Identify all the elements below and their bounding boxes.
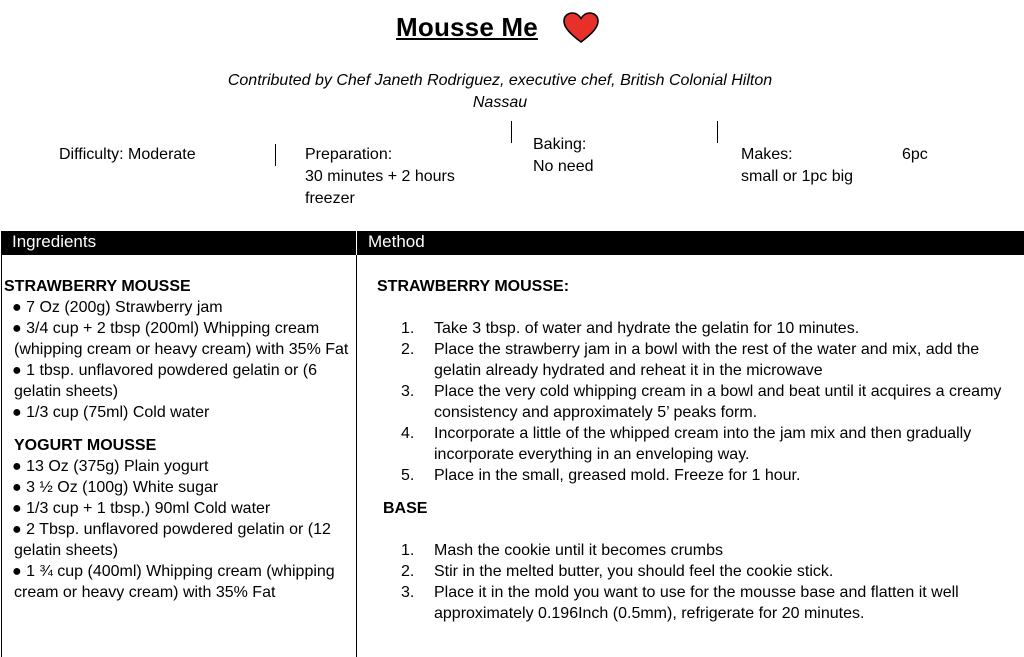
ingredient-item: ● 3 ½ Oz (100g) White sugar [12,479,219,496]
method-step: 2. Place the strawberry jam in a bowl with the rest of the water and mix, add the gelatin already hydrated and reheat it in the microwave [401,341,980,379]
ingredient-item: ● 2 Tbsp. unflavored powdered gelatin or (12 gelatin sheets) [12,521,331,559]
method-step: 3. Place it in the mold you want to use for the mousse base and flatten it well approximately 0.196Inch (0.5mm), refrigerate for 20 minutes. [401,584,959,622]
column-divider [356,231,357,657]
info-divider [511,121,512,143]
method-step: 1. Take 3 tbsp. of water and hydrate the gelatin for 10 minutes. [401,320,860,337]
makes-detail: small or 1pc big [741,168,854,185]
base-steps [377,540,1022,624]
contributor-credit: Contributed by Chef Janeth Rodriguez, executive chef, British Colonial Hilton Nassau [227,72,773,111]
ingredient-item: ● 1 tbsp. unflavored powdered gelatin or (6 gelatin sheets) [12,362,317,400]
ingredient-item: ● 1 ¾ cup (400ml) Whipping cream (whipping cream or heavy cream) with 35% Fat [12,563,335,601]
makes-label: Makes: [741,146,793,163]
ingredient-item: ● 1/3 cup (75ml) Cold water [12,404,210,421]
ingredients-header: Ingredients [12,232,97,251]
makes-info [741,144,853,188]
preparation-label: Preparation: [305,146,393,163]
baking-label: Baking: [533,136,587,153]
ingredient-item: ● 7 Oz (200g) Strawberry jam [12,299,223,316]
preparation-info [305,144,455,210]
method-step: 2. Stir in the melted butter, you should feel the cookie stick. [401,563,834,580]
method-step: 3. Place the very cold whipping cream in a bowl and beat until it acquires a creamy consistency and approximately 5’ peaks form. [401,383,1002,421]
method-header: Method [368,232,425,251]
makes-count: 6pc [902,146,928,163]
ingredient-item: ● 3/4 cup + 2 tbsp (200ml) Whipping cream (whipping cream or heavy cream) with 35% Fat [12,320,349,358]
method-column [377,276,1022,624]
method-step: 1. Mash the cookie until it becomes crumbs [401,542,724,559]
baking-info [533,134,594,178]
info-divider [275,144,276,166]
header-divider [356,231,357,255]
method-step: 4. Incorporate a little of the whipped cream into the jam mix and then gradually incorporate everything in an enveloping way. [401,425,972,463]
baking-value: No need [533,158,594,175]
base-method-title: BASE [383,500,428,517]
ingredient-item: ● 13 Oz (375g) Plain yogurt [12,458,209,475]
ingredient-item: ● 1/3 cup + 1 tbsp.) 90ml Cold water [12,500,271,517]
page-title: Mousse Me [396,12,538,42]
recipe-table [1,231,1024,657]
method-step: 5. Place in the small, greased mold. Freeze for 1 hour. [401,467,801,484]
preparation-time: 30 minutes + 2 hours [305,168,455,185]
ingredients-column [4,276,352,603]
difficulty-text: Difficulty: Moderate [59,146,196,163]
yogurt-ingredients-title: YOGURT MOUSSE [14,437,157,454]
table-header [2,231,1024,255]
info-divider [717,121,718,143]
heart-icon [563,12,599,44]
preparation-freezer: freezer [305,190,355,207]
strawberry-ingredients-title: STRAWBERRY MOUSSE [4,278,191,295]
strawberry-method-title: STRAWBERRY MOUSSE: [377,278,570,295]
strawberry-steps [377,318,1022,486]
